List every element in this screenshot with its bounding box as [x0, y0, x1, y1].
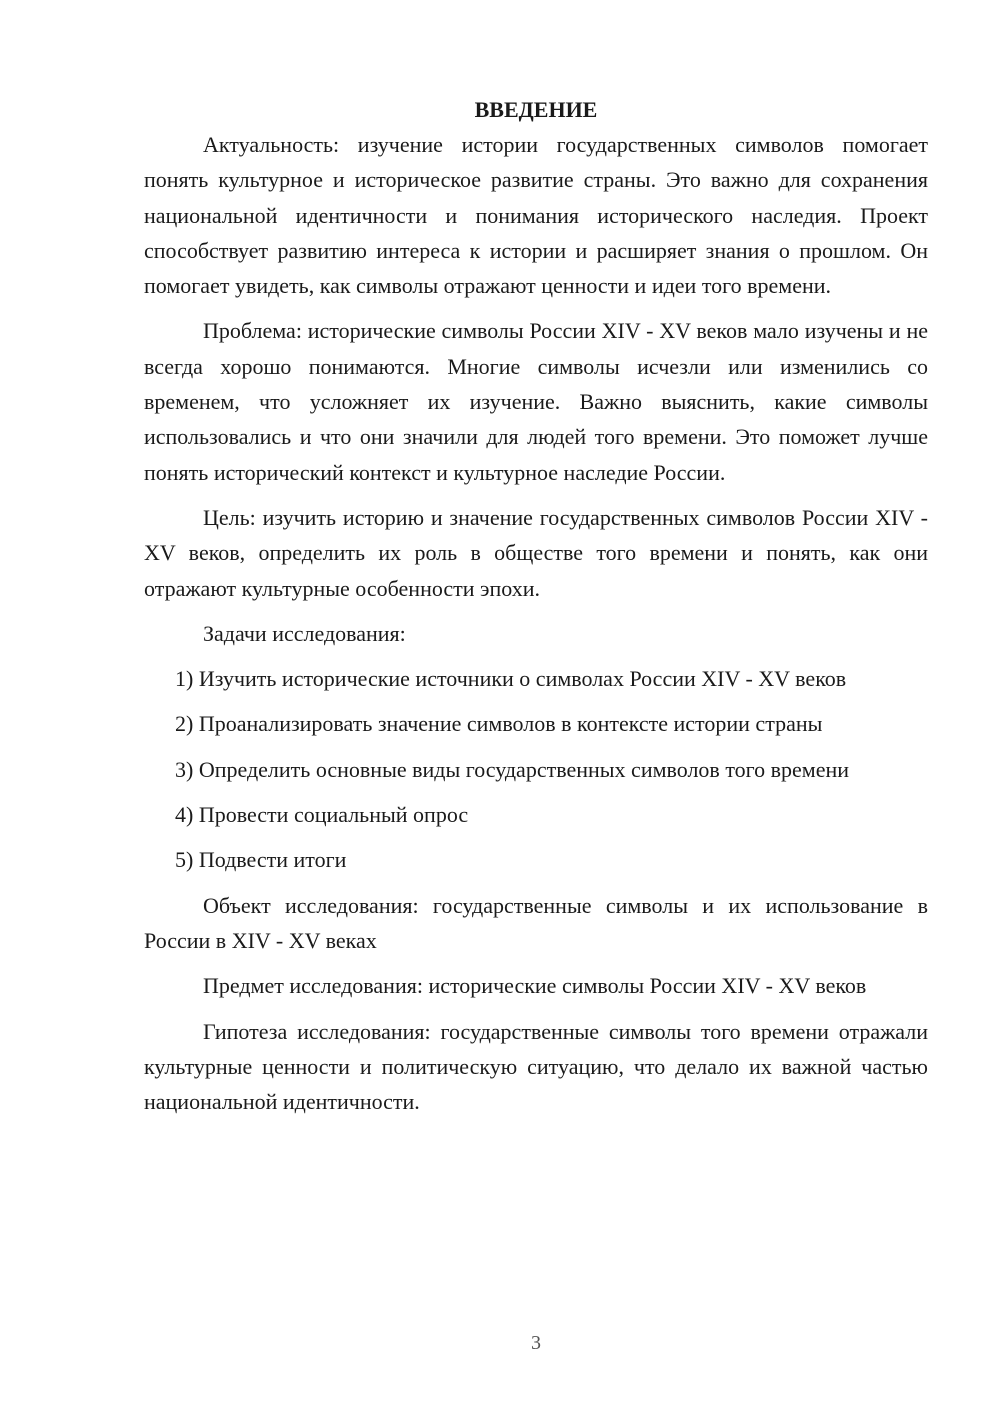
page-number: 3	[531, 1332, 541, 1354]
task-item-2: 2) Проанализировать значение символов в контексте истории страны	[175, 711, 823, 737]
problem-paragraph: Проблема: исторические символы России XIV - XV веков мало изучены и не всегда хорошо понимаются. Многие символы исчезли или изменились со временем, что усложняет их изучение. Важно выяснить, какие символы использовались и что они значили для людей того времени. Это поможет лучше понять исторический контекст и культурное наследие России.	[144, 318, 928, 485]
task-item-5: 5) Подвести итоги	[175, 847, 347, 873]
task-item-1: 1) Изучить исторические источники о символах России XIV - XV веков	[175, 666, 847, 692]
task-item-4: 4) Провести социальный опрос	[175, 802, 469, 828]
task-item-3: 3) Определить основные виды государственных символов того времени	[175, 756, 850, 782]
hypothesis-paragraph: Гипотеза исследования: государственные символы того времени отражали культурные ценности и политическую ситуацию, что делало их важной частью национальной идентичности.	[144, 1018, 928, 1115]
document-page	[144, 92, 928, 1129]
subject-paragraph: Предмет исследования: исторические символы России XIV - XV веков	[203, 973, 867, 999]
section-heading: ВВЕДЕНИЕ	[474, 97, 598, 122]
goal-paragraph: Цель: изучить историю и значение государственных символов России XIV - XV веков, определить их роль в обществе того времени и понять, как они отражают культурные особенности эпохи.	[144, 504, 928, 601]
relevance-paragraph: Актуальность: изучение истории государственных символов помогает понять культурное и историческое развитие страны. Это важно для сохранения национальной идентичности и понимания исторического наследия. Проект способствует развитию интереса к истории и расширяет знания о прошлом. Он помогает увидеть, как символы отражают ценности и идеи того времени.	[144, 132, 928, 299]
tasks-heading: Задачи исследования:	[203, 620, 406, 646]
object-paragraph: Объект исследования: государственные символы и их использование в России в XIV - XV веках	[144, 892, 928, 953]
